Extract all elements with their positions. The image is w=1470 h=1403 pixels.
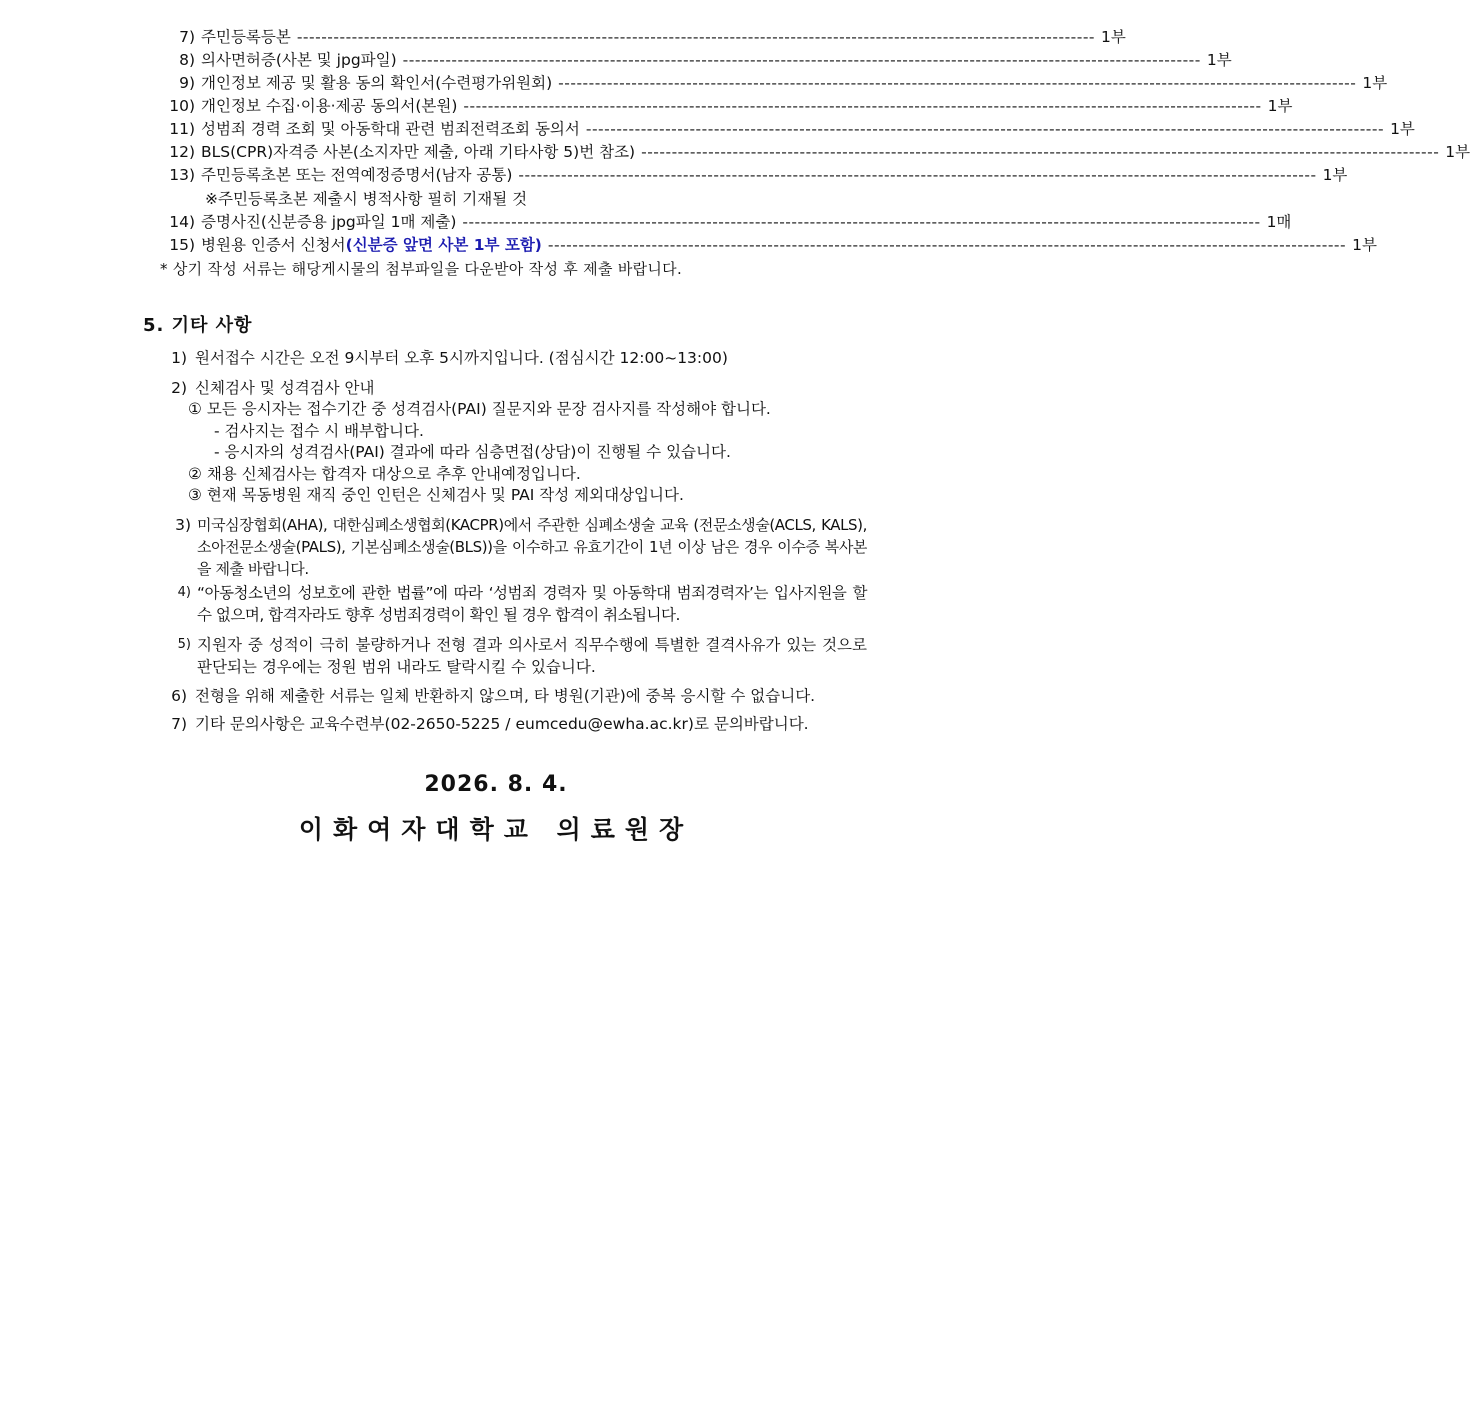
- document-item-label: 주민등록초본 또는 전역예정증명서(남자 공통): [201, 166, 513, 184]
- notice-item-text: 전형을 위해 제출한 서류는 일체 반환하지 않으며, 타 병원(기관)에 중복 응시할 수 없습니다.: [195, 687, 816, 705]
- leader-dots: -----------------------------------------------------------------------------------------------------------------------------------: [585, 120, 1385, 138]
- leader-dots: -----------------------------------------------------------------------------------------------------------------------------------: [558, 74, 1357, 92]
- document-item-label: BLS(CPR)자격증 사본(소지자만 제출, 아래 기타사항 5)번 참조): [201, 143, 636, 161]
- leader-dots: -----------------------------------------------------------------------------------------------------------------------------------: [462, 213, 1261, 231]
- document-item-number: 8): [179, 51, 195, 69]
- document-item-number: 14): [169, 213, 195, 231]
- notice-item-3: [167, 514, 867, 580]
- document-item-12: [163, 141, 1470, 163]
- document-item-number: 7): [179, 28, 195, 46]
- document-item-15: [163, 234, 1377, 256]
- document-item-number: 15): [169, 236, 195, 254]
- document-item-number: 10): [169, 97, 195, 115]
- leader-dots: -----------------------------------------------------------------------------------------------------------------------------------: [402, 51, 1201, 69]
- document-item-quantity: 1부: [1267, 97, 1293, 115]
- notice-item-5: [167, 634, 867, 678]
- document-item-7: [163, 26, 1126, 48]
- notice-item-4: [167, 582, 867, 626]
- document-item-label: 개인정보 제공 및 활용 동의 확인서(수련평가위원회): [201, 74, 553, 92]
- document-item-number: 12): [169, 143, 195, 161]
- document-item-14: [163, 211, 1292, 233]
- notice-subitem-1: ① 모든 응시자는 접수기간 중 성격검사(PAI) 질문지와 문장 검사지를 작성해야 합니다.: [188, 400, 771, 418]
- notice-item-number: 5): [177, 637, 191, 652]
- document-item-number: 11): [169, 120, 195, 138]
- notice-item-text: “아동청소년의 성보호에 관한 법률”에 따라 ‘성범죄 경력자 및 아동학대 범죄경력자’는 입사지원을 할 수 없으며, 합격자라도 향후 성범죄경력이 확인 될 경우 합격이 취소됩니다.: [197, 584, 867, 624]
- document-item-quantity: 1부: [1445, 143, 1470, 161]
- notice-item-2: [165, 377, 375, 399]
- document-item-number: 9): [179, 74, 195, 92]
- leader-dots: -----------------------------------------------------------------------------------------------------------------------------------: [518, 166, 1317, 184]
- notice-item-number: 7): [171, 715, 187, 733]
- document-item-label: 성범죄 경력 조회 및 아동학대 관련 범죄전력조회 동의서: [201, 120, 580, 138]
- notice-item-number: 3): [175, 516, 191, 534]
- notice-item-7: [165, 713, 809, 735]
- document-date: 2026. 8. 4.: [424, 772, 568, 797]
- document-item-label-text: 병원용 인증서 신청서: [201, 236, 346, 254]
- document-item-quantity: 1부: [1390, 120, 1415, 138]
- notice-subitem-1b: - 응시자의 성격검사(PAI) 결과에 따라 심층면접(상담)이 진행될 수 있습니다.: [214, 443, 731, 461]
- notice-item-number: 4): [177, 585, 191, 600]
- notice-subitem-3: ③ 현재 목동병원 재직 중인 인턴은 신체검사 및 PAI 작성 제외대상입니다.: [188, 486, 684, 504]
- document-item-label: [201, 234, 542, 256]
- notice-item-text: 미국심장협회(AHA), 대한심폐소생협회(KACPR)에서 주관한 심폐소생술 교육 (전문소생술(ACLS, KALS), 소아전문소생술(PALS), 기본심폐소생술(BLS))을 이수하고 유효기간이 1년 이상 남은 경우 이수증 복사본을 제출 바랍니다.: [197, 516, 867, 578]
- document-item-quantity: 1부: [1101, 28, 1126, 46]
- document-item-10: [163, 95, 1293, 117]
- document-item-quantity: 1부: [1362, 74, 1388, 92]
- document-footnote: * 상기 작성 서류는 해당게시물의 첨부파일을 다운받아 작성 후 제출 바랍니다.: [160, 260, 683, 278]
- notice-item-text: 신체검사 및 성격검사 안내: [195, 379, 375, 397]
- notice-item-text: 원서접수 시간은 오전 9시부터 오후 5시까지입니다. (점심시간 12:00~13:00): [195, 349, 728, 367]
- notice-item-number: 2): [171, 379, 187, 397]
- document-item-quantity: 1매: [1266, 213, 1292, 231]
- document-item-label: 의사면허증(사본 및 jpg파일): [201, 51, 397, 69]
- document-item-quantity: 1부: [1322, 166, 1348, 184]
- notice-item-6: [165, 685, 815, 707]
- document-item-11: [163, 118, 1415, 140]
- notice-item-number: 1): [171, 349, 187, 367]
- document-item-9: [163, 72, 1388, 94]
- document-item-13-note: ※주민등록초본 제출시 병적사항 필히 기재될 것: [205, 190, 528, 208]
- document-item-quantity: 1부: [1352, 236, 1377, 254]
- notice-item-text: 기타 문의사항은 교육수련부(02-2650-5225 / eumcedu@ewha.ac.kr)로 문의바랍니다.: [195, 715, 809, 733]
- leader-dots: -----------------------------------------------------------------------------------------------------------------------------------: [547, 236, 1347, 254]
- leader-dots: -----------------------------------------------------------------------------------------------------------------------------------: [463, 97, 1262, 115]
- document-item-label: 증명사진(신분증용 jpg파일 1매 제출): [201, 213, 457, 231]
- document-item-13: [163, 164, 1348, 186]
- notice-item-text: 지원자 중 성적이 극히 불량하거나 전형 결과 의사로서 직무수행에 특별한 결격사유가 있는 것으로 판단되는 경우에는 정원 범위 내라도 탈락시킬 수 있습니다.: [197, 636, 867, 676]
- section-title: 5. 기타 사항: [143, 315, 253, 336]
- document-item-label: 주민등록등본: [201, 28, 291, 46]
- document-item-quantity: 1부: [1206, 51, 1232, 69]
- leader-dots: -----------------------------------------------------------------------------------------------------------------------------------: [641, 143, 1440, 161]
- leader-dots: -----------------------------------------------------------------------------------------------------------------------------------: [296, 28, 1096, 46]
- notice-item-1: [165, 347, 728, 369]
- signer-name: 이화여자대학교 의료원장: [298, 815, 694, 844]
- notice-item-number: 6): [171, 687, 187, 705]
- notice-subitem-1a: - 검사지는 접수 시 배부합니다.: [214, 422, 424, 440]
- notice-subitem-2: ② 채용 신체검사는 합격자 대상으로 추후 안내예정입니다.: [188, 465, 581, 483]
- document-item-number: 13): [169, 166, 195, 184]
- document-item-label-emphasis: (신분증 앞면 사본 1부 포함): [345, 236, 542, 254]
- document-item-label: 개인정보 수집·이용·제공 동의서(본원): [201, 97, 458, 115]
- document-item-8: [163, 49, 1232, 71]
